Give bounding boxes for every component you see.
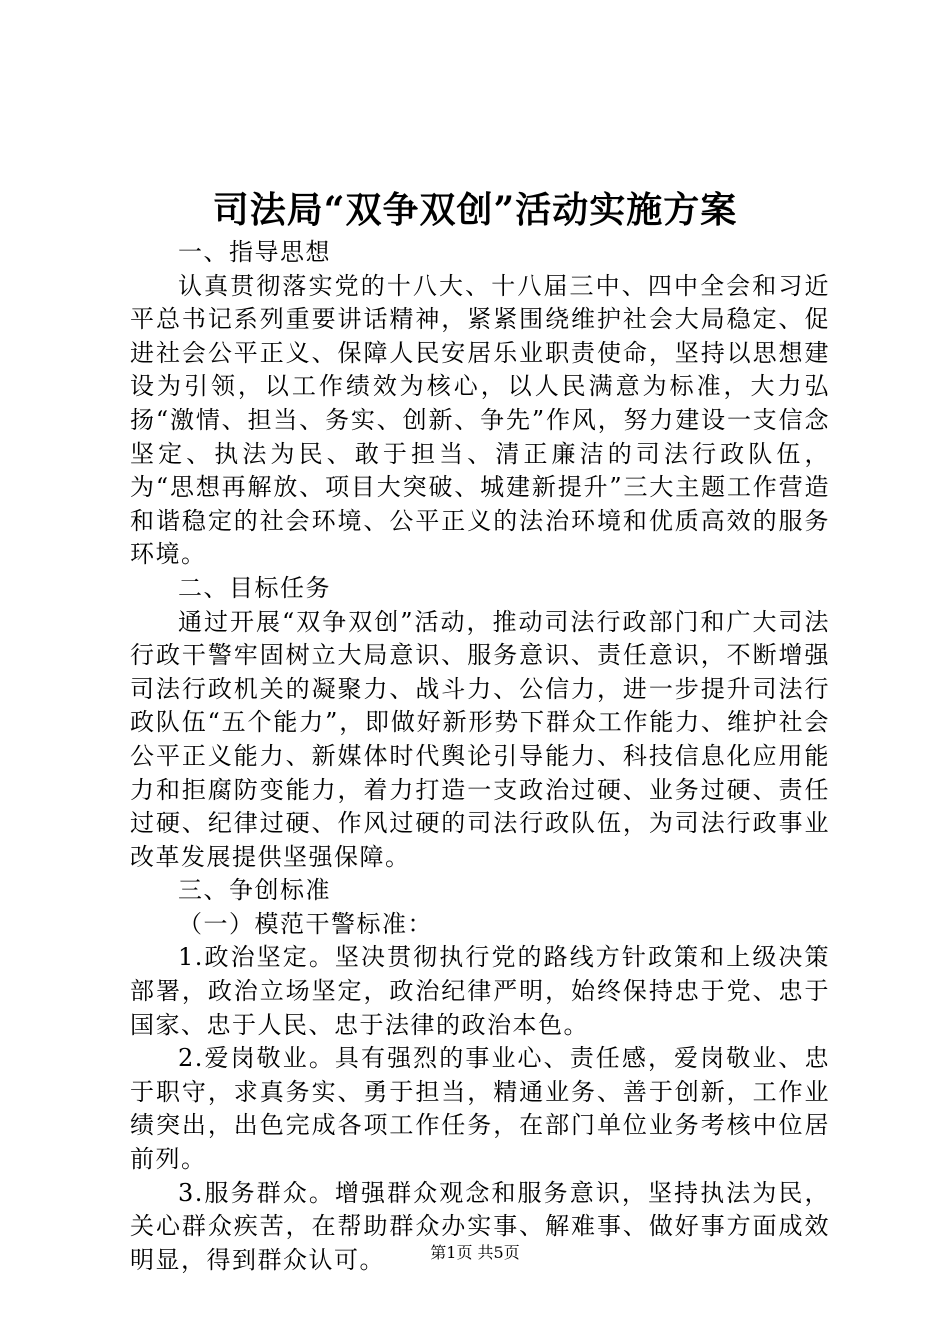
list-item: 1.政治坚定。坚决贯彻执行党的路线方针政策和上级决策部署，政治立场坚定，政治纪律严明，始终保持忠于党、忠于国家、忠于人民、忠于法律的政治本色。 [130,943,830,1039]
subsection-heading: （一）模范干警标准： [178,909,433,938]
paragraph: 通过开展“双争双创”活动，推动司法行政部门和广大司法行政干警牢固树立大局意识、服务意识、责任意识，不断增强司法行政机关的凝聚力、战斗力、公信力，进一步提升司法行政队伍“五个能力”，即做好新形势下群众工作能力、维护社会公平正义能力、新媒体时代舆论引导能力、科技信息化应用能力和拒腐防变能力，着力打造一支政治过硬、业务过硬、责任过硬、纪律过硬、作风过硬的司法行政队伍，为司法行政事业改革发展提供坚强保障。 [130,607,830,871]
list-item: 3.服务群众。增强群众观念和服务意识，坚持执法为民，关心群众疾苦，在帮助群众办实事、解难事、做好事方面成效明显，得到群众认可。 [130,1178,830,1274]
section-heading: 三、争创标准 [178,876,331,905]
document-body [130,236,830,1277]
page-footer: 第1页 共5页 [430,1243,520,1262]
section-heading: 二、目标任务 [178,573,331,602]
document-title: 司法局“双争双创”活动实施方案 [212,189,738,231]
paragraph: 认真贯彻落实党的十八大、十八届三中、四中全会和习近平总书记系列重要讲话精神，紧紧围绕维护社会大局稳定、促进社会公平正义、保障人民安居乐业职责使命，坚持以思想建设为引领，以工作绩效为核心，以人民满意为标准，大力弘扬“激情、担当、务实、创新、争先”作风，努力建设一支信念坚定、执法为民、敢于担当、清正廉洁的司法行政队伍，为“思想再解放、项目大突破、城建新提升”三大主题工作营造和谐稳定的社会环境、公平正义的法治环境和优质高效的服务环境。 [130,271,830,569]
list-item: 2.爱岗敬业。具有强烈的事业心、责任感，爱岗敬业、忠于职守，求真务实、勇于担当，精通业务、善于创新，工作业绩突出，出色完成各项工作任务，在部门单位业务考核中位居前列。 [130,1044,830,1174]
section-heading: 一、指导思想 [178,238,331,266]
